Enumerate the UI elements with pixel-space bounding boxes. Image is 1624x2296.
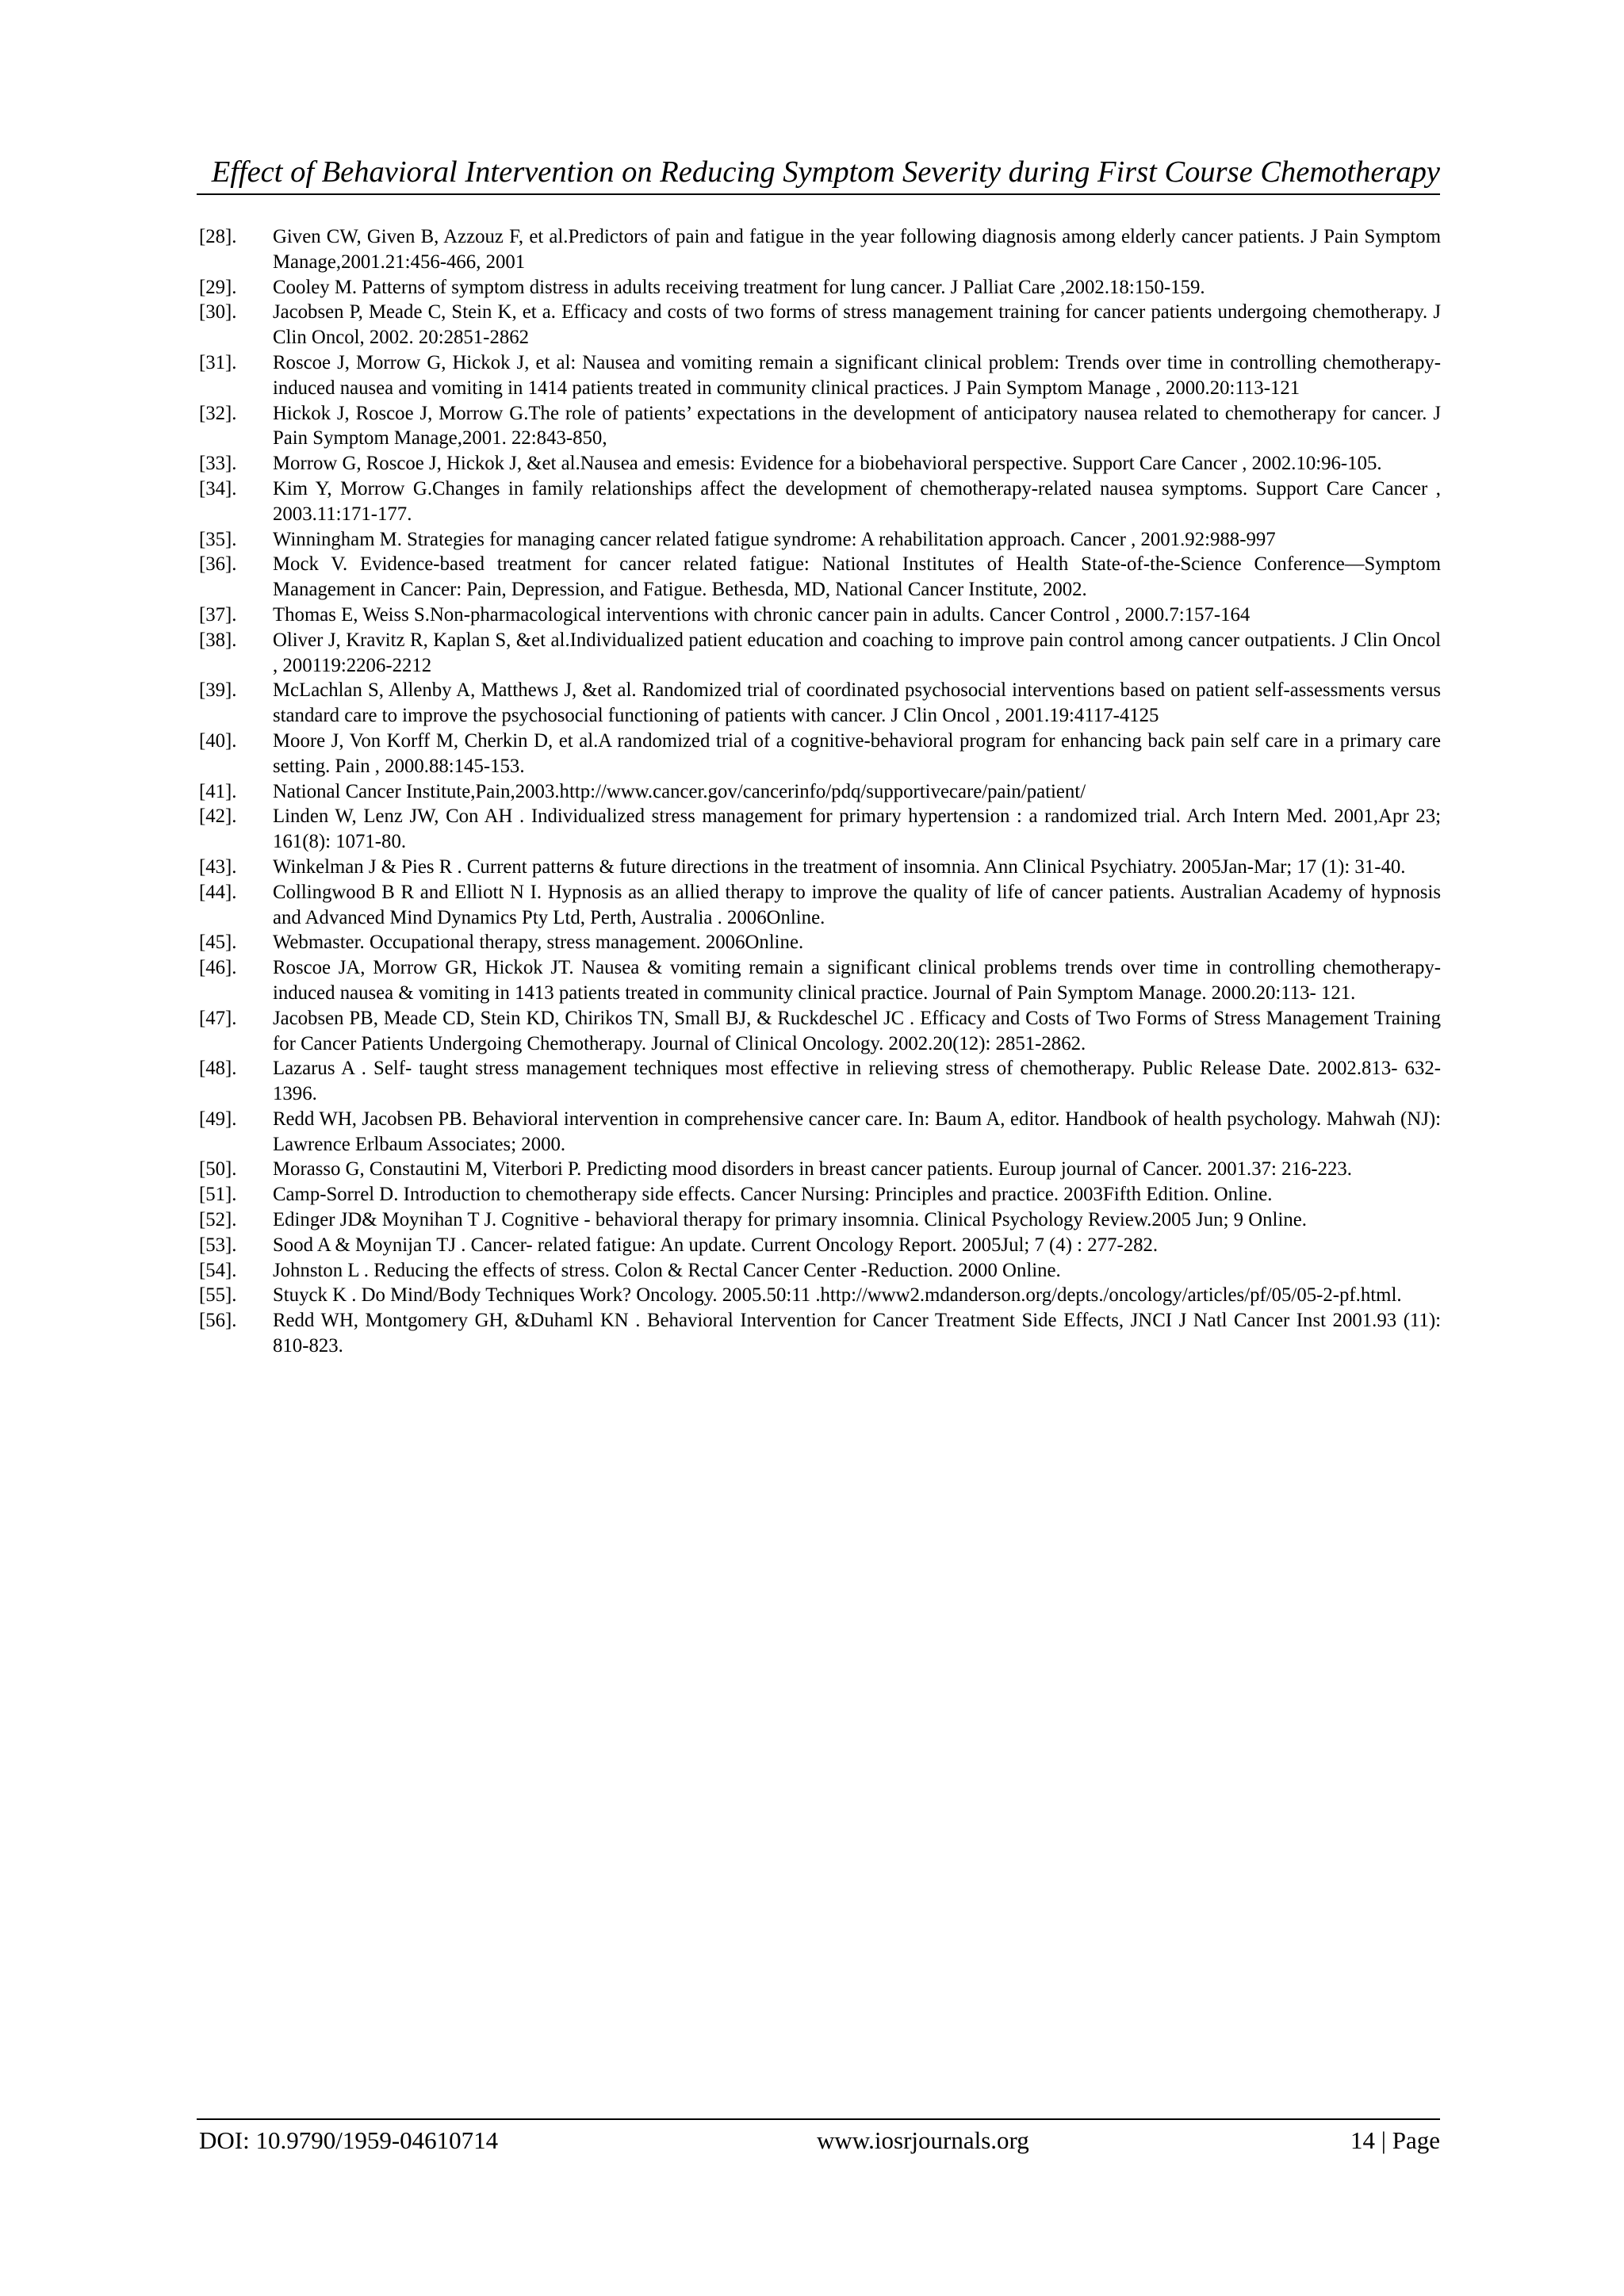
reference-number: [37]. — [199, 603, 237, 626]
reference-text: McLachlan S, Allenby A, Matthews J, &et al. Randomized trial of coordinated psychosocial interventions based on patient self-assessments versus standard care to improve the psychosocial functioning of patients with cancer. J Clin Oncol , 2001.19:4117-4125 — [273, 679, 1441, 727]
reference-item — [199, 1258, 1441, 1284]
reference-item — [199, 729, 1441, 779]
reference-number: [47]. — [199, 1007, 237, 1029]
reference-number: [44]. — [199, 881, 237, 903]
reference-text: Given CW, Given B, Azzouz F, et al.Predictors of pain and fatigue in the year following diagnosis among elderly cancer patients. J Pain Symptom Manage,2001.21:456-466, 2001 — [273, 226, 1441, 273]
reference-text: Thomas E, Weiss S.Non-pharmacological interventions with chronic cancer pain in adults. Cancer Control , 2000.7:157-164 — [273, 603, 1251, 626]
reference-number: [54]. — [199, 1259, 237, 1281]
reference-text: Stuyck K . Do Mind/Body Techniques Work? Oncology. 2005.50:11 .http://www2.mdanderson.org/depts./oncology/articles/pf/05/05-2-pf.html. — [273, 1284, 1402, 1307]
reference-number: [46]. — [199, 957, 237, 979]
reference-number: [35]. — [199, 528, 237, 550]
reference-list — [199, 224, 1441, 1359]
reference-number: [51]. — [199, 1184, 237, 1206]
reference-text: Oliver J, Kravitz R, Kaplan S, &et al.Individualized patient education and coaching to improve pain control among cancer outpatients. J Clin Oncol , 200119:2206-2212 — [273, 629, 1441, 676]
reference-text: Kim Y, Morrow G.Changes in family relationships affect the development of chemotherapy-related nausea symptoms. Support Care Cancer , 2003.11:171-177. — [273, 477, 1441, 525]
reference-item — [199, 1207, 1441, 1233]
reference-text: Camp-Sorrel D. Introduction to chemotherapy side effects. Cancer Nursing: Principles and practice. 2003Fifth Edition. Online. — [273, 1184, 1273, 1206]
reference-item — [199, 476, 1441, 527]
reference-text: Lazarus A . Self- taught stress management techniques most effective in relieving stress of chemotherapy. Public Release Date. 2002.813- 632-1396. — [273, 1058, 1441, 1105]
reference-text: Roscoe J, Morrow G, Hickok J, et al: Nausea and vomiting remain a significant clinical problem: Trends over time in controlling chemotherapy-induced nausea and vomiting in 1414 patients treated in community clinical practices. J Pain Symptom Manage , 2000.20:113-121 — [273, 351, 1441, 399]
reference-text: Redd WH, Montgomery GH, &Duhaml KN . Behavioral Intervention for Cancer Treatment Side Effects, JNCI J Natl Cancer Inst 2001.93 (11): 810-823. — [273, 1310, 1441, 1357]
running-header-title: Effect of Behavioral Intervention on Reducing Symptom Severity during First Course Chemotherapy — [211, 155, 1440, 189]
reference-number: [45]. — [199, 932, 237, 954]
reference-item — [199, 451, 1441, 476]
reference-text: Morasso G, Constautini M, Viterbori P. Predicting mood disorders in breast cancer patients. Euroup journal of Cancer. 2001.37: 216-223. — [273, 1158, 1352, 1181]
reference-item — [199, 224, 1441, 275]
footer-doi: DOI: 10.9790/1959-04610714 — [199, 2126, 499, 2154]
reference-item — [199, 275, 1441, 300]
reference-text: Roscoe JA, Morrow GR, Hickok JT. Nausea & vomiting remain a significant clinical problems trends over time in controlling chemotherapy- induced nausea & vomiting in 1413 patients treated in community clinical practice. Journal of Pain Symptom Manage. 2000.20:113- 121. — [273, 957, 1441, 1004]
footer-rule — [197, 2118, 1440, 2120]
reference-text: Jacobsen PB, Meade CD, Stein KD, Chirikos TN, Small BJ, & Ruckdeschel JC . Efficacy and Costs of Two Forms of Stress Management Training for Cancer Patients Undergoing Chemotherapy. Journal of Clinical Oncology. 2002.20(12): 2851-2862. — [273, 1007, 1441, 1054]
reference-item — [199, 930, 1441, 955]
reference-text: Jacobsen P, Meade C, Stein K, et a. Efficacy and costs of two forms of stress management training for cancer patients undergoing chemotherapy. J Clin Oncol, 2002. 20:2851-2862 — [273, 301, 1441, 349]
reference-text: Linden W, Lenz JW, Con AH . Individualized stress management for primary hypertension : a randomized trial. Arch Intern Med. 2001,Apr 23; 161(8): 1071-80. — [273, 806, 1441, 853]
reference-item — [199, 552, 1441, 603]
page-footer — [197, 2118, 1440, 2166]
reference-item — [199, 628, 1441, 679]
reference-text: Morrow G, Roscoe J, Hickok J, &et al.Nausea and emesis: Evidence for a biobehavioral perspective. Support Care Cancer , 2002.10:96-105. — [273, 453, 1382, 475]
reference-text: Redd WH, Jacobsen PB. Behavioral intervention in comprehensive cancer care. In: Baum A, editor. Handbook of health psychology. Mahwah (NJ): Lawrence Erlbaum Associates; 2000. — [273, 1108, 1441, 1155]
reference-item — [199, 1182, 1441, 1207]
reference-number: [31]. — [199, 351, 237, 373]
running-header — [197, 152, 1440, 197]
footer-website: www.iosrjournals.org — [817, 2126, 1029, 2154]
reference-number: [34]. — [199, 477, 237, 499]
reference-item — [199, 401, 1441, 452]
reference-item — [199, 1006, 1441, 1057]
reference-number: [40]. — [199, 729, 237, 752]
reference-number: [32]. — [199, 402, 237, 424]
reference-number: [43]. — [199, 855, 237, 878]
reference-text: Moore J, Von Korff M, Cherkin D, et al.A randomized trial of a cognitive-behavioral program for enhancing back pain self care in a primary care setting. Pain , 2000.88:145-153. — [273, 729, 1441, 777]
reference-item — [199, 1233, 1441, 1258]
reference-item — [199, 1308, 1441, 1359]
reference-item — [199, 855, 1441, 880]
reference-number: [50]. — [199, 1158, 237, 1181]
reference-text: Cooley M. Patterns of symptom distress in adults receiving treatment for lung cancer. J Palliat Care ,2002.18:150-159. — [273, 276, 1205, 298]
header-rule — [197, 193, 1440, 195]
reference-text: Winningham M. Strategies for managing cancer related fatigue syndrome: A rehabilitation approach. Cancer , 2001.92:988-997 — [273, 528, 1276, 550]
reference-number: [29]. — [199, 276, 237, 298]
reference-item — [199, 1157, 1441, 1182]
reference-item — [199, 350, 1441, 401]
reference-number: [36]. — [199, 553, 237, 576]
reference-item — [199, 603, 1441, 628]
reference-number: [39]. — [199, 679, 237, 702]
reference-number: [38]. — [199, 629, 237, 651]
reference-text: Sood A & Moynijan TJ . Cancer- related fatigue: An update. Current Oncology Report. 2005Jul; 7 (4) : 277-282. — [273, 1234, 1159, 1256]
reference-item — [199, 955, 1441, 1006]
footer-page-number: 14 | Page — [1350, 2126, 1440, 2154]
reference-text: Hickok J, Roscoe J, Morrow G.The role of patients’ expectations in the development of anticipatory nausea related to chemotherapy for cancer. J Pain Symptom Manage,2001. 22:843-850, — [273, 402, 1441, 450]
reference-item — [199, 527, 1441, 553]
reference-item — [199, 1107, 1441, 1158]
reference-item — [199, 880, 1441, 931]
reference-text: Webmaster. Occupational therapy, stress management. 2006Online. — [273, 932, 804, 954]
reference-number: [30]. — [199, 301, 237, 323]
reference-text: Collingwood B R and Elliott N I. Hypnosis as an allied therapy to improve the quality of life of cancer patients. Australian Academy of hypnosis and Advanced Mind Dynamics Pty Ltd, Perth, Australia . 2006Online. — [273, 881, 1441, 928]
reference-number: [53]. — [199, 1234, 237, 1256]
reference-number: [33]. — [199, 453, 237, 475]
reference-item — [199, 1283, 1441, 1308]
reference-number: [55]. — [199, 1284, 237, 1307]
reference-text: Johnston L . Reducing the effects of stress. Colon & Rectal Cancer Center -Reduction. 2000 Online. — [273, 1259, 1061, 1281]
reference-number: [28]. — [199, 226, 237, 247]
reference-number: [49]. — [199, 1108, 237, 1130]
reference-text: Edinger JD& Moynihan T J. Cognitive - behavioral therapy for primary insomnia. Clinical Psychology Review.2005 Jun; 9 Online. — [273, 1209, 1307, 1231]
reference-number: [52]. — [199, 1209, 237, 1231]
reference-text: National Cancer Institute,Pain,2003.http://www.cancer.gov/cancerinfo/pdq/supportivecare/pain/patient/ — [273, 780, 1086, 802]
reference-item — [199, 1056, 1441, 1107]
reference-item — [199, 779, 1441, 805]
reference-text: Mock V. Evidence-based treatment for cancer related fatigue: National Institutes of Health State-of-the-Science Conference—Symptom Management in Cancer: Pain, Depression, and Fatigue. Bethesda, MD, National Cancer Institute, 2002. — [273, 553, 1441, 601]
reference-text: Winkelman J & Pies R . Current patterns & future directions in the treatment of insomnia. Ann Clinical Psychiatry. 2005Jan-Mar; 17 (1): 31-40. — [273, 855, 1406, 878]
reference-number: [56]. — [199, 1310, 237, 1332]
reference-item — [199, 804, 1441, 855]
reference-item — [199, 300, 1441, 350]
reference-number: [48]. — [199, 1058, 237, 1080]
reference-number: [41]. — [199, 780, 237, 802]
reference-item — [199, 678, 1441, 729]
reference-number: [42]. — [199, 806, 237, 828]
